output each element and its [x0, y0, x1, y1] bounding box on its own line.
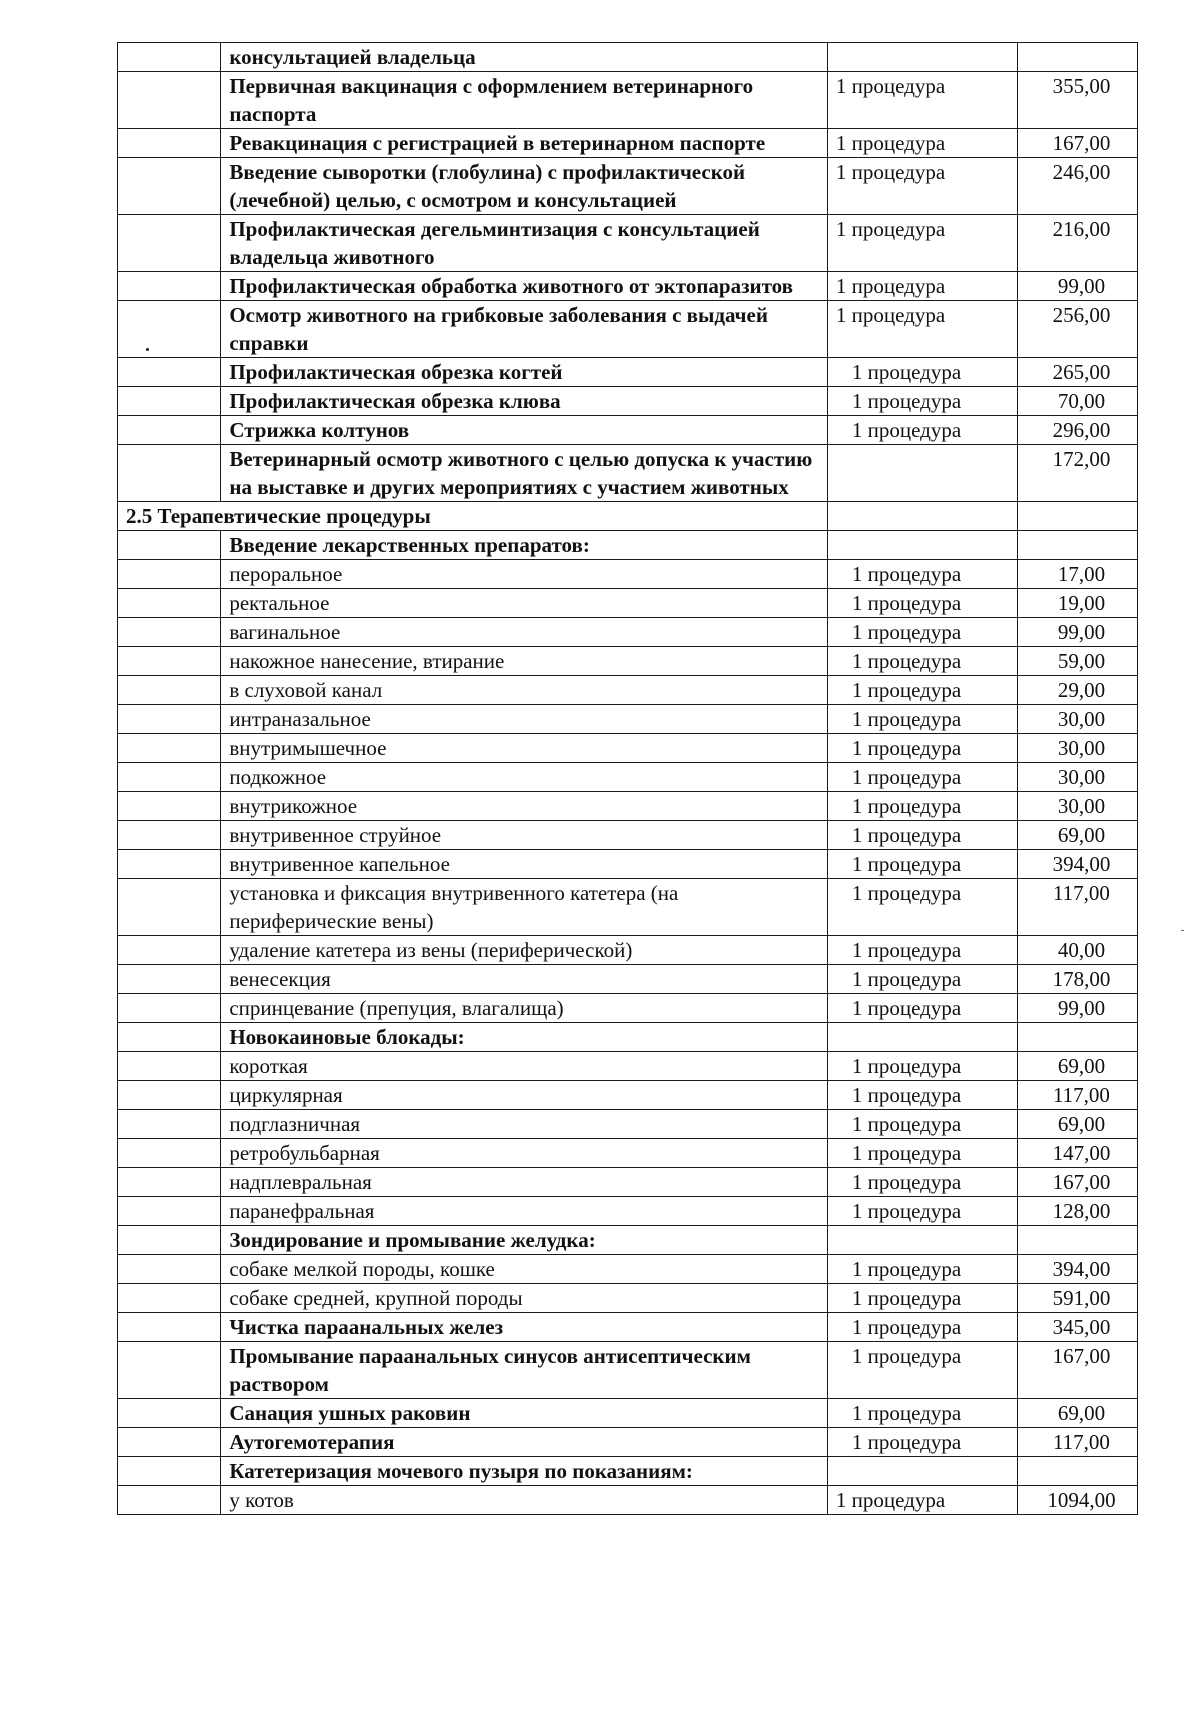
table-row	[118, 158, 1138, 215]
row-number-cell	[118, 72, 221, 129]
row-number-cell	[118, 676, 221, 705]
service-unit: 1 процедура	[851, 620, 962, 644]
service-unit-cell	[827, 965, 1017, 994]
service-price: 591,00	[1017, 1284, 1137, 1313]
service-price: 17,00	[1017, 560, 1137, 589]
table-row	[118, 1052, 1138, 1081]
row-number-cell	[118, 763, 221, 792]
service-unit-cell	[827, 1197, 1017, 1226]
table-row	[118, 879, 1138, 936]
table-row	[118, 1342, 1138, 1399]
service-price: 345,00	[1017, 1313, 1137, 1342]
service-unit: 1 процедура	[851, 852, 962, 876]
service-price: 99,00	[1017, 272, 1137, 301]
service-price: 394,00	[1017, 850, 1137, 879]
service-unit-cell	[827, 1226, 1017, 1255]
service-name: короткая	[221, 1052, 828, 1081]
service-unit-cell	[827, 531, 1017, 560]
row-number-cell	[118, 301, 221, 358]
service-price: 69,00	[1017, 1399, 1137, 1428]
table-row	[118, 1255, 1138, 1284]
service-price	[1017, 1457, 1137, 1486]
row-number-cell	[118, 821, 221, 850]
service-unit: 1 процедура	[835, 74, 946, 98]
table-row	[118, 129, 1138, 158]
service-name: подкожное	[221, 763, 828, 792]
service-unit-cell	[827, 158, 1017, 215]
table-row	[118, 416, 1138, 445]
service-unit-cell	[827, 387, 1017, 416]
service-unit: 1 процедура	[851, 591, 962, 615]
table-row	[118, 215, 1138, 272]
service-unit: 1 процедура	[835, 217, 946, 241]
service-price: 172,00	[1017, 445, 1137, 502]
table-row	[118, 1284, 1138, 1313]
service-unit: 1 процедура	[851, 678, 962, 702]
service-unit: 1 процедура	[851, 1170, 962, 1194]
service-price: 69,00	[1017, 1110, 1137, 1139]
service-price: 256,00	[1017, 301, 1137, 358]
service-name: Аутогемотерапия	[221, 1428, 828, 1457]
row-number-cell	[118, 618, 221, 647]
service-name: Промывание параанальных синусов антисептическим раствором	[221, 1342, 828, 1399]
table-row	[118, 1457, 1138, 1486]
service-price: 99,00	[1017, 994, 1137, 1023]
service-name: ректальное	[221, 589, 828, 618]
row-number-cell	[118, 1023, 221, 1052]
service-name: Первичная вакцинация с оформлением ветеринарного паспорта	[221, 72, 828, 129]
row-number-cell	[118, 1486, 221, 1515]
service-name: накожное нанесение, втирание	[221, 647, 828, 676]
table-row	[118, 358, 1138, 387]
service-price: 117,00	[1017, 1428, 1137, 1457]
service-name: Санация ушных раковин	[221, 1399, 828, 1428]
service-unit: 1 процедура	[851, 996, 962, 1020]
service-unit-cell	[827, 129, 1017, 158]
row-number-cell	[118, 1255, 221, 1284]
service-unit-cell	[827, 1139, 1017, 1168]
service-price	[1017, 531, 1137, 560]
service-name: удаление катетера из вены (периферической)	[221, 936, 828, 965]
service-price: 70,00	[1017, 387, 1137, 416]
service-name: Введение сыворотки (глобулина) с профилактической (лечебной) целью, с осмотром и консультацией	[221, 158, 828, 215]
table-row	[118, 705, 1138, 734]
service-name: надплевральная	[221, 1168, 828, 1197]
service-price: 69,00	[1017, 1052, 1137, 1081]
section-block	[118, 502, 1138, 531]
service-unit-cell	[827, 1284, 1017, 1313]
service-unit-cell	[827, 301, 1017, 358]
table-row	[118, 1399, 1138, 1428]
service-name: ретробульбарная	[221, 1139, 828, 1168]
service-price	[1017, 1226, 1137, 1255]
service-price: 147,00	[1017, 1139, 1137, 1168]
service-unit: 1 процедура	[851, 649, 962, 673]
service-unit: 1 процедура	[851, 938, 962, 962]
row-number-cell	[118, 1457, 221, 1486]
service-unit-cell	[827, 994, 1017, 1023]
service-name: венесекция	[221, 965, 828, 994]
service-unit-cell	[827, 445, 1017, 502]
price-rows-bottom	[118, 531, 1138, 1515]
row-number-cell	[118, 1081, 221, 1110]
service-name: внутримышечное	[221, 734, 828, 763]
table-row	[118, 1139, 1138, 1168]
service-name: Новокаиновые блокады:	[221, 1023, 828, 1052]
service-unit: 1 процедура	[851, 881, 962, 905]
service-price	[1017, 43, 1137, 72]
row-number-cell	[118, 792, 221, 821]
row-number-cell	[118, 1313, 221, 1342]
section-title: 2.5 Терапевтические процедуры	[118, 502, 828, 531]
row-number-cell	[118, 936, 221, 965]
service-unit-cell	[827, 358, 1017, 387]
row-number-cell	[118, 445, 221, 502]
row-number-cell	[118, 589, 221, 618]
service-name: у котов	[221, 1486, 828, 1515]
row-number-cell	[118, 965, 221, 994]
scan-margin-mark	[1181, 930, 1184, 931]
service-unit-cell	[827, 72, 1017, 129]
table-row	[118, 531, 1138, 560]
price-list-table	[117, 42, 1138, 1515]
table-row	[118, 965, 1138, 994]
service-unit: 1 процедура	[851, 1199, 962, 1223]
service-unit-cell	[827, 1399, 1017, 1428]
service-name: внутривенное капельное	[221, 850, 828, 879]
service-name: Профилактическая обработка животного от эктопаразитов	[221, 272, 828, 301]
service-unit-cell	[827, 416, 1017, 445]
service-unit: 1 процедура	[851, 1344, 962, 1368]
service-unit-cell	[827, 676, 1017, 705]
service-price: 30,00	[1017, 763, 1137, 792]
service-name: циркулярная	[221, 1081, 828, 1110]
service-unit: 1 процедура	[835, 131, 946, 155]
service-name: в слуховой канал	[221, 676, 828, 705]
table-row	[118, 301, 1138, 358]
service-price: 296,00	[1017, 416, 1137, 445]
row-number-cell	[118, 1399, 221, 1428]
service-unit: 1 процедура	[851, 736, 962, 760]
service-unit-cell	[827, 1081, 1017, 1110]
service-name: Стрижка колтунов	[221, 416, 828, 445]
service-name: паранефральная	[221, 1197, 828, 1226]
service-unit-cell	[827, 1457, 1017, 1486]
service-price: 167,00	[1017, 129, 1137, 158]
service-unit-cell	[827, 879, 1017, 936]
row-number-cell	[118, 387, 221, 416]
service-price: 128,00	[1017, 1197, 1137, 1226]
service-price: 40,00	[1017, 936, 1137, 965]
table-row	[118, 734, 1138, 763]
service-name: пероральное	[221, 560, 828, 589]
service-unit-cell	[827, 618, 1017, 647]
service-price: 265,00	[1017, 358, 1137, 387]
service-name: Катетеризация мочевого пузыря по показаниям:	[221, 1457, 828, 1486]
service-unit-cell	[827, 850, 1017, 879]
row-number-cell	[118, 158, 221, 215]
service-unit: 1 процедура	[851, 418, 962, 442]
service-unit-cell	[827, 647, 1017, 676]
service-name: вагинальное	[221, 618, 828, 647]
scan-dot-mark	[146, 348, 149, 351]
table-row	[118, 1110, 1138, 1139]
service-unit: 1 процедура	[851, 1430, 962, 1454]
service-price: 167,00	[1017, 1168, 1137, 1197]
service-price: 99,00	[1017, 618, 1137, 647]
service-unit-cell	[827, 1313, 1017, 1342]
service-name: собаке мелкой породы, кошке	[221, 1255, 828, 1284]
service-name: Осмотр животного на грибковые заболевания с выдачей справки	[221, 301, 828, 358]
table-row	[118, 1197, 1138, 1226]
service-unit: 1 процедура	[851, 1401, 962, 1425]
service-price: 30,00	[1017, 734, 1137, 763]
service-unit: 1 процедура	[835, 274, 946, 298]
table-row	[118, 792, 1138, 821]
service-price: 167,00	[1017, 1342, 1137, 1399]
service-price: 246,00	[1017, 158, 1137, 215]
service-unit: 1 процедура	[851, 389, 962, 413]
service-unit-cell	[827, 821, 1017, 850]
row-number-cell	[118, 560, 221, 589]
service-name: Введение лекарственных препаратов:	[221, 531, 828, 560]
service-name: Профилактическая обрезка когтей	[221, 358, 828, 387]
service-unit: 1 процедура	[851, 967, 962, 991]
row-number-cell	[118, 647, 221, 676]
service-unit: 1 процедура	[851, 1054, 962, 1078]
service-unit: 1 процедура	[851, 1141, 962, 1165]
service-name: Чистка параанальных желез	[221, 1313, 828, 1342]
section-header-row	[118, 502, 1138, 531]
table-row	[118, 1023, 1138, 1052]
service-unit-cell	[827, 1023, 1017, 1052]
service-price: 59,00	[1017, 647, 1137, 676]
service-name: интраназальное	[221, 705, 828, 734]
row-number-cell	[118, 215, 221, 272]
row-number-cell	[118, 994, 221, 1023]
service-unit-cell	[827, 272, 1017, 301]
service-price: 355,00	[1017, 72, 1137, 129]
row-number-cell	[118, 1342, 221, 1399]
row-number-cell	[118, 1428, 221, 1457]
service-unit-cell	[827, 763, 1017, 792]
table-row	[118, 43, 1138, 72]
service-name: Зондирование и промывание желудка:	[221, 1226, 828, 1255]
service-name: консультацией владельца	[221, 43, 828, 72]
service-unit-cell	[827, 1110, 1017, 1139]
service-price	[1017, 1023, 1137, 1052]
table-row	[118, 1168, 1138, 1197]
service-unit: 1 процедура	[851, 1083, 962, 1107]
service-name: Ветеринарный осмотр животного с целью допуска к участию на выставке и других мероприятиях с участием животных	[221, 445, 828, 502]
service-unit: 1 процедура	[835, 303, 946, 327]
row-number-cell	[118, 416, 221, 445]
table-row	[118, 445, 1138, 502]
service-unit-cell	[827, 1428, 1017, 1457]
service-unit-cell	[827, 1342, 1017, 1399]
service-unit: 1 процедура	[835, 160, 946, 184]
service-unit: 1 процедура	[851, 1257, 962, 1281]
row-number-cell	[118, 129, 221, 158]
service-name: Профилактическая обрезка клюва	[221, 387, 828, 416]
section-unit-cell	[827, 502, 1017, 531]
table-row	[118, 589, 1138, 618]
table-row	[118, 272, 1138, 301]
service-unit-cell	[827, 734, 1017, 763]
service-unit-cell	[827, 936, 1017, 965]
row-number-cell	[118, 272, 221, 301]
row-number-cell	[118, 1284, 221, 1313]
service-unit-cell	[827, 1255, 1017, 1284]
row-number-cell	[118, 1139, 221, 1168]
price-rows-top	[118, 43, 1138, 502]
service-unit-cell	[827, 1168, 1017, 1197]
service-price: 30,00	[1017, 705, 1137, 734]
service-unit: 1 процедура	[851, 765, 962, 789]
table-row	[118, 560, 1138, 589]
row-number-cell	[118, 879, 221, 936]
row-number-cell	[118, 1052, 221, 1081]
row-number-cell	[118, 43, 221, 72]
table-row	[118, 1226, 1138, 1255]
row-number-cell	[118, 1168, 221, 1197]
service-price: 19,00	[1017, 589, 1137, 618]
service-price: 394,00	[1017, 1255, 1137, 1284]
service-name: внутрикожное	[221, 792, 828, 821]
service-name: собаке средней, крупной породы	[221, 1284, 828, 1313]
service-unit-cell	[827, 589, 1017, 618]
table-row	[118, 1313, 1138, 1342]
service-price: 178,00	[1017, 965, 1137, 994]
service-unit: 1 процедура	[851, 562, 962, 586]
service-unit-cell	[827, 1486, 1017, 1515]
table-row	[118, 1428, 1138, 1457]
service-name: спринцевание (препуция, влагалища)	[221, 994, 828, 1023]
table-row	[118, 850, 1138, 879]
row-number-cell	[118, 705, 221, 734]
table-row	[118, 821, 1138, 850]
row-number-cell	[118, 850, 221, 879]
row-number-cell	[118, 1110, 221, 1139]
service-unit: 1 процедура	[851, 1286, 962, 1310]
service-name: внутривенное струйное	[221, 821, 828, 850]
service-unit: 1 процедура	[851, 823, 962, 847]
table-row	[118, 1486, 1138, 1515]
service-price: 30,00	[1017, 792, 1137, 821]
service-price: 117,00	[1017, 879, 1137, 936]
table-row	[118, 1081, 1138, 1110]
row-number-cell	[118, 531, 221, 560]
service-name: подглазничная	[221, 1110, 828, 1139]
service-unit: 1 процедура	[851, 707, 962, 731]
service-unit: 1 процедура	[851, 360, 962, 384]
service-name: Ревакцинация с регистрацией в ветеринарном паспорте	[221, 129, 828, 158]
service-price: 1094,00	[1017, 1486, 1137, 1515]
service-unit-cell	[827, 792, 1017, 821]
table-row	[118, 676, 1138, 705]
service-unit-cell	[827, 215, 1017, 272]
service-unit: 1 процедура	[835, 1488, 946, 1512]
table-row	[118, 618, 1138, 647]
row-number-cell	[118, 734, 221, 763]
service-name: Профилактическая дегельминтизация с консультацией владельца животного	[221, 215, 828, 272]
service-unit: 1 процедура	[851, 1315, 962, 1339]
table-row	[118, 936, 1138, 965]
service-unit: 1 процедура	[851, 794, 962, 818]
table-row	[118, 763, 1138, 792]
row-number-cell	[118, 358, 221, 387]
section-price-cell	[1017, 502, 1137, 531]
service-unit-cell	[827, 43, 1017, 72]
service-price: 117,00	[1017, 1081, 1137, 1110]
table-row	[118, 72, 1138, 129]
service-name: установка и фиксация внутривенного катетера (на периферические вены)	[221, 879, 828, 936]
service-price: 216,00	[1017, 215, 1137, 272]
service-price: 29,00	[1017, 676, 1137, 705]
service-price: 69,00	[1017, 821, 1137, 850]
table-row	[118, 994, 1138, 1023]
service-unit-cell	[827, 705, 1017, 734]
table-row	[118, 647, 1138, 676]
service-unit-cell	[827, 560, 1017, 589]
row-number-cell	[118, 1226, 221, 1255]
table-row	[118, 387, 1138, 416]
service-unit-cell	[827, 1052, 1017, 1081]
row-number-cell	[118, 1197, 221, 1226]
service-unit: 1 процедура	[851, 1112, 962, 1136]
